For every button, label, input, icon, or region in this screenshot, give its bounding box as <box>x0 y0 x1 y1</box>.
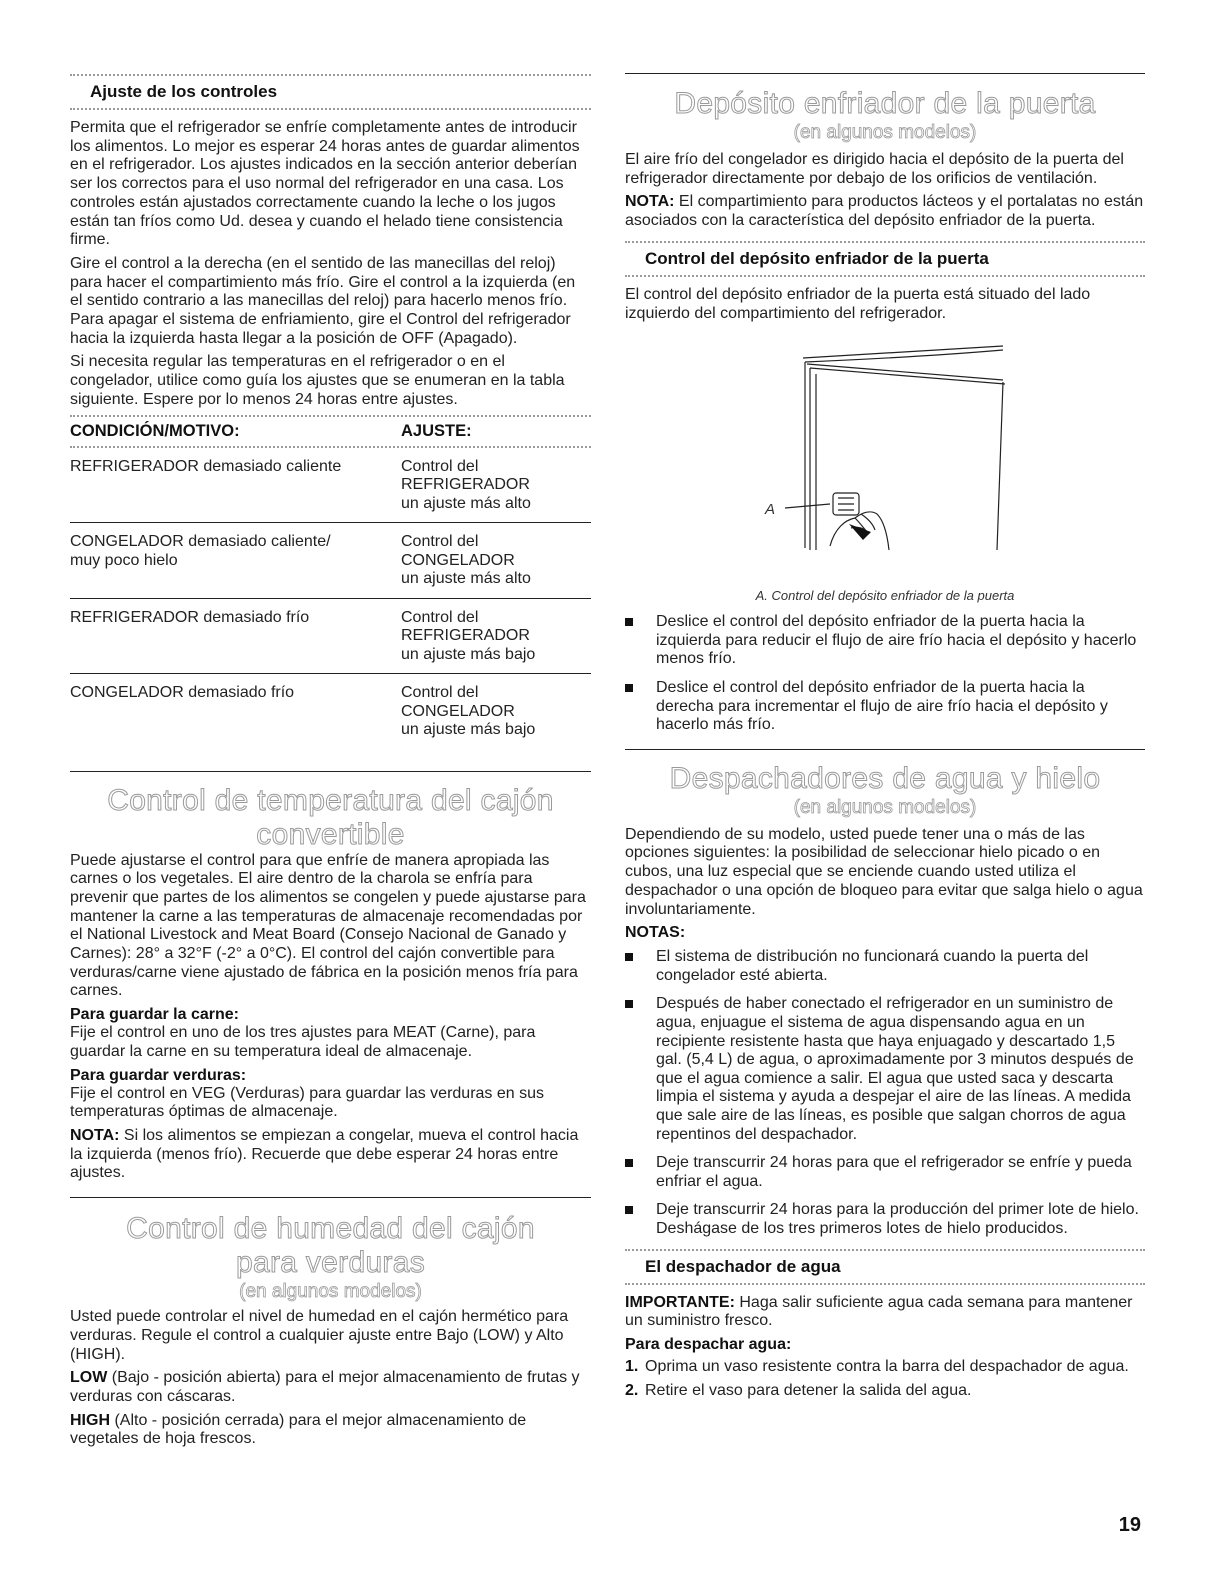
nota-paragraph <box>70 1127 591 1183</box>
paragraph: Fije el control en uno de los tres ajustes para MEAT (Carne), para guardar la carne en su temperatura ideal de almacenaje. <box>70 1024 536 1060</box>
paragraph: Permita que el refrigerador se enfríe completamente antes de introducir los alimentos. Lo mejor es esperar 24 horas antes de guardar alimentos en el refrigerador. Los ajustes indicados en la sección anterior deberían ser los correctos para el uso normal del refrigerador en una casa. Los controles están ajustados correctamente cuando la leche o los jugos están tan fríos como Ud. desea y cuando el helado tiene consistencia firme. <box>70 119 580 249</box>
settings-table <box>70 417 591 749</box>
section-rule <box>70 771 591 772</box>
nota-label: NOTA: <box>625 193 675 211</box>
cell-condition: REFRIGERADOR demasiado frío <box>70 608 310 626</box>
table-row <box>70 598 591 674</box>
door-bin-illustration <box>625 328 1145 588</box>
divider <box>625 1283 1145 1285</box>
divider <box>625 241 1145 243</box>
section-title-humedad: Control de humedad del cajón <box>126 1212 535 1246</box>
cell-setting: un ajuste más alto <box>401 494 531 512</box>
label-guardar-carne: Para guardar la carne: <box>70 1006 239 1024</box>
cell-condition: REFRIGERADOR demasiado caliente <box>70 457 342 475</box>
low-text: (Bajo - posición abierta) para el mejor almacenamiento de frutas y verduras con cáscaras. <box>70 1369 580 1405</box>
cell-setting: Control del <box>401 608 479 626</box>
list-item <box>625 1382 1145 1401</box>
figure-label-a: A <box>765 501 776 519</box>
nota-text: Si los alimentos se empiezan a congelar, mueva el control hacia la izquierda (menos frío). Recuerde que debe esperar 24 horas entre ajustes. <box>70 1126 579 1182</box>
divider <box>70 74 591 76</box>
label-despachar-agua: Para despachar agua: <box>625 1336 792 1354</box>
list-item <box>625 1358 1145 1377</box>
paragraph: Gire el control a la derecha (en el sentido de las manecillas del reloj) para hacer el compartimiento más frío. Gire el control a la izquierda (en el sentido contrario a las manecillas del reloj) para hacerlo menos frío. Para apagar el sistema de enfriamiento, gire el Control del refrigerador hacia la izquierda hasta llegar a la posición de OFF (Apagado). <box>70 254 576 347</box>
table-row <box>70 448 591 523</box>
cell-setting: Control del <box>401 684 479 702</box>
paragraph: Usted puede controlar el nivel de humedad en el cajón hermético para verduras. Regule el control a cualquier ajuste entre Bajo (LOW) y Alto (HIGH). <box>70 1308 569 1363</box>
low-label: LOW <box>70 1369 108 1387</box>
section-rule <box>70 1197 591 1198</box>
high-paragraph <box>70 1412 591 1449</box>
cell-condition: CONGELADOR demasiado caliente/ <box>70 533 331 551</box>
divider <box>625 1249 1145 1251</box>
cell-setting: Control del <box>401 533 479 551</box>
notas-bullet-list <box>625 948 1145 1238</box>
cell-condition: CONGELADOR demasiado frío <box>70 684 295 702</box>
section-title-despachadores: Despachadores de agua y hielo <box>669 761 1101 795</box>
section-rule <box>625 73 1145 74</box>
importante-text: Haga salir suficiente agua cada semana para mantener un suministro fresco. <box>625 1293 1133 1330</box>
cell-setting: CONGELADOR <box>401 702 515 720</box>
step-text: Retire el vaso para detener la salida del agua. <box>645 1381 972 1399</box>
section-subtitle-modelos: (en algunos modelos) <box>793 796 977 818</box>
section-heading-ajuste: Ajuste de los controles <box>90 82 278 101</box>
cell-condition: muy poco hielo <box>70 551 178 569</box>
list-item: Deslice el control del depósito enfriador de la puerta hacia la derecha para incrementar el flujo de aire frío hacia el depósito y hacerlo más frío. <box>625 679 1145 735</box>
section-subtitle-modelos: (en algunos modelos) <box>239 1281 422 1303</box>
list-item: Después de haber conectado el refrigerador en un suministro de agua, enjuague el sistema de agua dispensando agua en un recipiente resistente hasta que haya enjuagado y descartado 1,5 gal. (5,4 L) de agua, o aproximadamente por 3 minutos después de que el agua comience a salir. El agua que usted saca y descarta limpia el sistema y ayuda a despejar el aire de las líneas. A medida que sale aire de las líneas, es posible que salgan chorros de agua repentinos del despachador. <box>625 995 1145 1144</box>
list-item: Deje transcurrir 24 horas para que el refrigerador se enfríe y pueda enfriar el agua. <box>625 1154 1145 1191</box>
divider <box>625 275 1145 277</box>
divider <box>70 108 591 110</box>
section-heading-despachador-agua: El despachador de agua <box>645 1256 841 1276</box>
cell-setting: Control del <box>401 457 479 475</box>
cell-setting: un ajuste más alto <box>401 570 531 588</box>
paragraph: Si necesita regular las temperaturas en el refrigerador o en el congelador, utilice como guía los ajustes que se enumeran en la tabla siguiente. Espere por lo menos 24 horas entre ajustes. <box>70 353 565 408</box>
step-number: 1. <box>625 1358 639 1376</box>
notas-label: NOTAS: <box>625 924 686 942</box>
list-item: Deslice el control del depósito enfriador de la puerta hacia la izquierda para reducir el flujo de aire frío hacia el depósito y hacerlo menos frío. <box>625 613 1145 669</box>
list-item: El sistema de distribución no funcionará cuando la puerta del congelador esté abierta. <box>625 948 1145 985</box>
importante-label: IMPORTANTE: <box>625 1293 735 1311</box>
section-heading-control-deposito: Control del depósito enfriador de la puerta <box>645 248 989 268</box>
high-text: (Alto - posición cerrada) para el mejor almacenamiento de vegetales de hoja frescos. <box>70 1411 527 1448</box>
table-header-ajuste: AJUSTE: <box>401 421 472 440</box>
list-item: Deje transcurrir 24 horas para la producción del primer lote de hielo. Deshágase de los tres primeros lotes de hielo producidos. <box>625 1201 1145 1238</box>
paragraph: El aire frío del congelador es dirigido hacia el depósito de la puerta del refrigerador directamente por debajo de los orificios de ventilación. <box>625 151 1124 187</box>
paragraph: Dependiendo de su modelo, usted puede tener una o más de las opciones siguientes: la posibilidad de seleccionar hielo picado o en cubos, una luz especial que se enciende cuando usted utiliza el despachador o una opción de bloqueo para evitar que salga hielo o agua involuntariamente. <box>625 825 1143 918</box>
paragraph: Puede ajustarse el control para que enfríe de manera apropiada las carnes o los vegetales. El aire dentro de la charola se enfría para prevenir que partes de los alimentos se congelen y puede ajustarse para mantener la carne a las temperaturas de almacenaje recomendadas por el National Livestock and Meat Board (Consejo Nacional de Ganado y Carnes): 28° a 32°F (-2° a 0°C). El control del cajón convertible para verduras/carne viene ajustado de fábrica en la posición menos fría para carnes. <box>70 851 586 1000</box>
label-guardar-verduras: Para guardar verduras: <box>70 1066 247 1084</box>
table-header-condicion: CONDICIÓN/MOTIVO: <box>70 421 240 440</box>
paragraph: Fije el control en VEG (Verduras) para guardar las verduras en sus temperaturas óptimas de almacenaje. <box>70 1084 545 1121</box>
figure-door-bin-control <box>625 328 1145 588</box>
cell-setting: un ajuste más bajo <box>401 721 536 739</box>
left-column <box>70 68 591 1454</box>
low-paragraph <box>70 1369 591 1406</box>
section-title-temperatura-2: convertible <box>256 817 405 851</box>
importante-paragraph <box>625 1294 1145 1331</box>
section-subtitle-modelos: (en algunos modelos) <box>793 122 977 143</box>
nota-label: NOTA: <box>70 1126 120 1144</box>
nota-text: El compartimiento para productos lácteos y el portalatas no están asociados con la característica del depósito enfriador de la puerta. <box>625 193 1144 230</box>
section-title-temperatura: Control de temperatura del cajón <box>107 783 554 817</box>
cell-setting: REFRIGERADOR <box>401 627 530 645</box>
steps-list <box>625 1358 1145 1400</box>
right-column <box>625 68 1145 1405</box>
section-title-deposito: Depósito enfriador de la puerta <box>674 87 1096 120</box>
figure-caption: A. Control del depósito enfriador de la puerta <box>755 588 1015 604</box>
step-text: Oprima un vaso resistente contra la barra del despachador de agua. <box>645 1358 1129 1376</box>
table-row <box>70 674 591 749</box>
table-header-row <box>70 417 591 446</box>
section-rule <box>625 749 1145 750</box>
step-number: 2. <box>625 1381 639 1399</box>
high-label: HIGH <box>70 1411 110 1429</box>
cell-setting: REFRIGERADOR <box>401 476 530 494</box>
cell-setting: CONGELADOR <box>401 551 515 569</box>
nota-paragraph <box>625 193 1145 230</box>
page-number: 19 <box>1118 1514 1141 1536</box>
control-bullet-list <box>625 613 1145 735</box>
table-row <box>70 523 591 599</box>
cell-setting: un ajuste más bajo <box>401 645 536 663</box>
paragraph: El control del depósito enfriador de la puerta está situado del lado izquierdo del compartimiento del refrigerador. <box>625 285 1091 322</box>
section-title-humedad-2: para verduras <box>236 1246 425 1280</box>
